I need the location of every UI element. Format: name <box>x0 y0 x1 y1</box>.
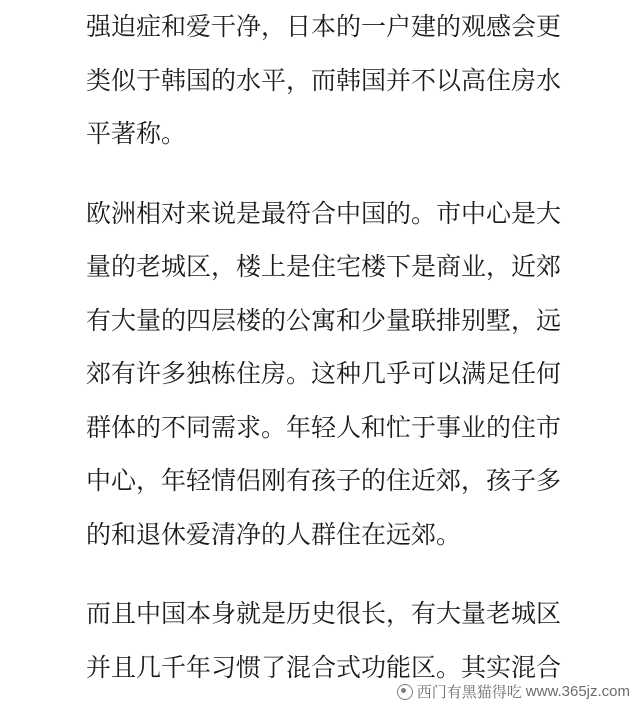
text-line: 郊有许多独栋住房。这种几乎可以满足任何 <box>86 359 562 388</box>
text-line: 欧洲相对来说是最符合中国的。市中心是大 <box>86 198 562 228</box>
paragraph <box>86 587 566 694</box>
text-line: 强迫症和爱干净，日本的一户建的观感会更 <box>86 12 562 41</box>
watermark-text: 西门有黑猫得吃 <box>416 684 522 701</box>
watermark <box>397 681 630 702</box>
text-line: 并且几千年习惯了混合式功能区。其实混合 <box>86 652 562 682</box>
text-line: 量的老城区，楼上是住宅楼下是商业，近郊 <box>86 252 562 281</box>
article-body <box>86 0 566 694</box>
paragraph <box>86 187 566 562</box>
logo-icon <box>397 684 413 700</box>
text-line: 中心，年轻情侣刚有孩子的住近郊，孩子多 <box>86 466 562 495</box>
text-line: 而且中国本身就是历史很长，有大量老城区 <box>86 599 562 628</box>
watermark-url: www.365jz.com <box>525 683 630 700</box>
text-line: 群体的不同需求。年轻人和忙于事业的住市 <box>86 412 562 442</box>
text-line: 有大量的四层楼的公寓和少量联排别墅，远 <box>86 305 562 335</box>
text-line: 类似于韩国的水平，而韩国并不以高住房水 <box>86 65 562 95</box>
text-line: 平著称。 <box>86 119 187 148</box>
paragraph <box>86 0 566 161</box>
text-line: 的和退休爱清净的人群住在远郊。 <box>86 519 462 549</box>
